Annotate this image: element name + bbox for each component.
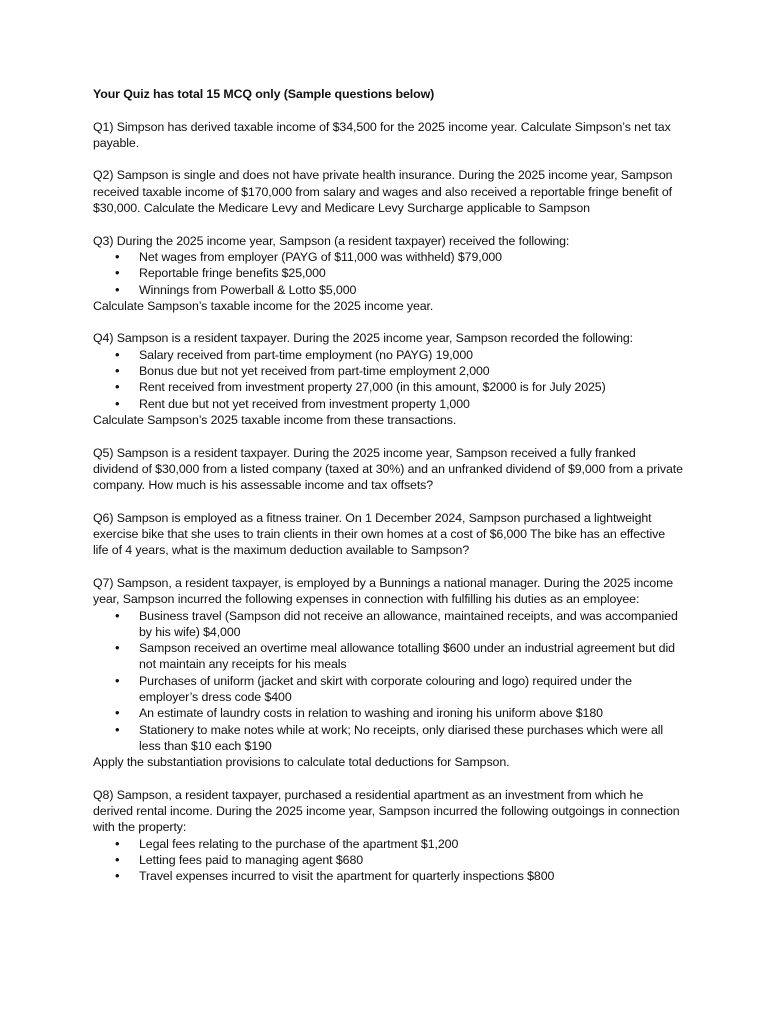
bullet-list <box>93 608 683 755</box>
list-item: • Sampson received an overtime meal allowance totalling $600 under an industrial agreement but did not maintain any receipts for his meals <box>139 640 683 673</box>
list-item: • Travel expenses incurred to visit the apartment for quarterly inspections $800 <box>139 868 683 884</box>
question-text: Q7) Sampson, a resident taxpayer, is employed by a Bunnings a national manager. During the 2025 income year, Sampson incurred the following expenses in connection with fulfilling his duties as an employee: <box>93 575 674 607</box>
question-text: Q8) Sampson, a resident taxpayer, purchased a residential apartment as an investment from which he derived rental income. During the 2025 income year, Sampson incurred the following outgoings in connection with the property: <box>93 787 680 835</box>
question-text: Q2) Sampson is single and does not have private health insurance. During the 2025 income year, Sampson received taxable income of $170,000 from salary and wages and also received a reportable fringe benefit of $30,000. Calculate the Medicare Levy and Medicare Levy Surcharge applicable to Sampson <box>93 168 673 216</box>
question-2 <box>93 167 683 216</box>
list-item: • Purchases of uniform (jacket and skirt with corporate colouring and logo) required under the employer’s dress code $400 <box>139 673 683 706</box>
question-text: Q1) Simpson has derived taxable income of $34,500 for the 2025 income year. Calculate Simpson’s net tax payable. <box>93 119 671 150</box>
question-text: Q5) Sampson is a resident taxpayer. During the 2025 income year, Sampson received a fully franked dividend of $30,000 from a listed company (taxed at 30%) and an unfranked dividend of $9,000 from a private company. How much is his assessable income and tax offsets? <box>93 445 683 493</box>
list-item: • Bonus due but not yet received from part-time employment 2,000 <box>139 363 683 379</box>
list-item: • Legal fees relating to the purchase of the apartment $1,200 <box>139 836 683 852</box>
list-item: • Business travel (Sampson did not receive an allowance, maintained receipts, and was accompanied by his wife) $4,000 <box>139 608 683 641</box>
question-instruction: Calculate Sampson’s taxable income for the 2025 income year. <box>93 298 434 313</box>
question-text: Q3) During the 2025 income year, Sampson (a resident taxpayer) received the following: <box>93 233 570 248</box>
list-item: • Rent received from investment property 27,000 (in this amount, $2000 is for July 2025) <box>139 379 683 395</box>
question-instruction: Apply the substantiation provisions to calculate total deductions for Sampson. <box>93 755 510 770</box>
bullet-list <box>93 249 683 298</box>
question-7 <box>93 575 683 771</box>
quiz-heading: Your Quiz has total 15 MCQ only (Sample questions below) <box>93 87 435 101</box>
question-3 <box>93 233 683 314</box>
list-item: • Salary received from part-time employment (no PAYG) 19,000 <box>139 347 683 363</box>
question-6 <box>93 510 683 559</box>
bullet-list <box>93 347 683 412</box>
list-item: • Reportable fringe benefits $25,000 <box>139 265 683 281</box>
question-text: Q4) Sampson is a resident taxpayer. During the 2025 income year, Sampson recorded the following: <box>93 331 634 346</box>
question-8 <box>93 787 683 885</box>
document-page <box>93 86 683 901</box>
question-text: Q6) Sampson is employed as a fitness trainer. On 1 December 2024, Sampson purchased a lightweight exercise bike that she uses to train clients in their own homes at a cost of $6,000 The bike has an effective life of 4 years, what is the maximum deduction available to Sampson? <box>93 510 666 558</box>
list-item: • Rent due but not yet received from investment property 1,000 <box>139 396 683 412</box>
question-instruction: Calculate Sampson’s 2025 taxable income from these transactions. <box>93 412 457 427</box>
list-item: • Letting fees paid to managing agent $680 <box>139 852 683 868</box>
list-item: • Winnings from Powerball & Lotto $5,000 <box>139 282 683 298</box>
question-1 <box>93 119 683 152</box>
list-item: • An estimate of laundry costs in relation to washing and ironing his uniform above $180 <box>139 705 683 721</box>
bullet-list <box>93 836 683 885</box>
question-4 <box>93 330 683 428</box>
list-item: • Net wages from employer (PAYG of $11,000 was withheld) $79,000 <box>139 249 683 265</box>
list-item: • Stationery to make notes while at work; No receipts, only diarised these purchases which were all less than $10 each $190 <box>139 722 683 755</box>
question-5 <box>93 445 683 494</box>
